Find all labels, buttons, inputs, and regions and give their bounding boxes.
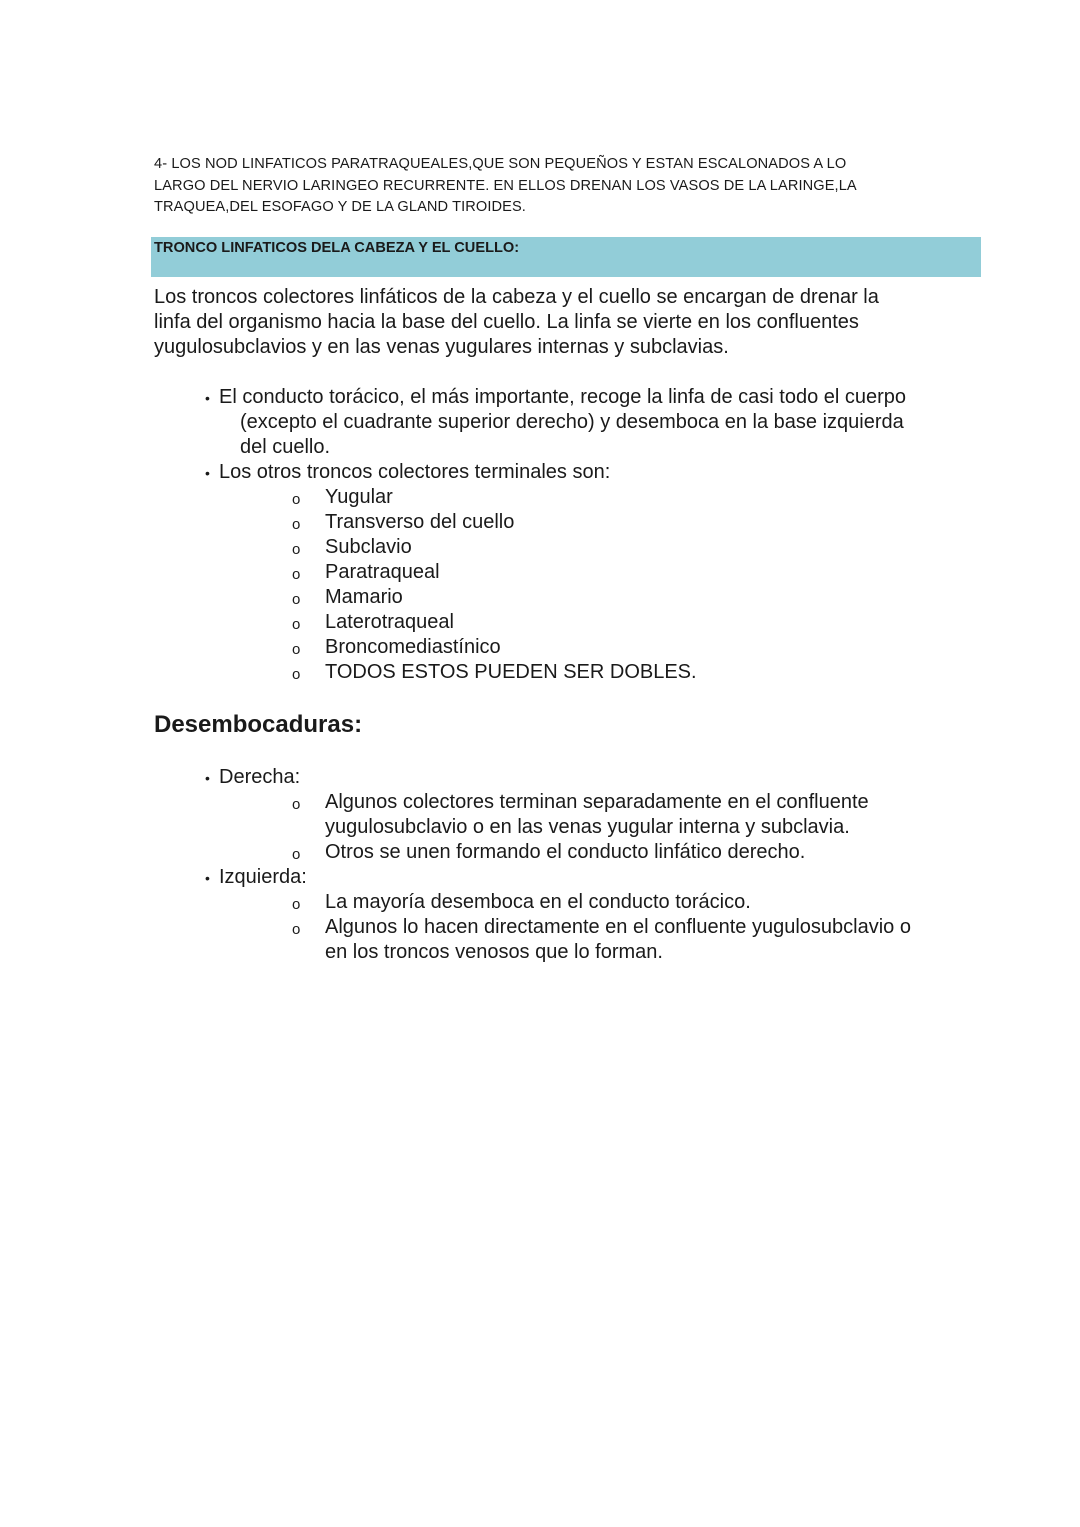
sub-list-item: Laterotraqueal bbox=[325, 611, 454, 633]
sub-list-item: La mayoría desemboca en el conducto torácico. bbox=[325, 891, 751, 913]
list-item-conducto-toracico: El conducto torácico, el más importante, recoge la linfa de casi todo el cuerpo bbox=[219, 386, 907, 408]
circle-marker: o bbox=[292, 846, 301, 863]
bullet-marker: • bbox=[205, 870, 210, 886]
circle-marker: o bbox=[292, 641, 301, 658]
circle-marker: o bbox=[292, 796, 301, 813]
circle-marker: o bbox=[292, 541, 301, 558]
paragraph-line: Los troncos colectores linfáticos de la cabeza y el cuello se encargan de drenar la bbox=[154, 286, 879, 308]
circle-marker: o bbox=[292, 591, 301, 608]
sub-list-item-continuation: yugulosubclavio o en las venas yugular interna y subclavia. bbox=[325, 816, 850, 838]
circle-marker: o bbox=[292, 566, 301, 583]
body-paragraph bbox=[154, 285, 984, 360]
list-item-otros-troncos: Los otros troncos colectores terminales son: bbox=[219, 461, 611, 483]
sub-list-item: Transverso del cuello bbox=[325, 511, 515, 533]
circle-marker: o bbox=[292, 491, 301, 508]
section-title: TRONCO LINFATICOS DELA CABEZA Y EL CUELLO: bbox=[154, 240, 520, 256]
sub-list-item: Algunos lo hacen directamente en el confluente yugulosubclavio o bbox=[325, 916, 911, 938]
list-item-izquierda: Izquierda: bbox=[219, 866, 307, 888]
section-heading: Desembocaduras: bbox=[154, 711, 363, 738]
circle-marker: o bbox=[292, 921, 301, 938]
sub-list-item: Yugular bbox=[325, 486, 393, 508]
intro-line: TRAQUEA,DEL ESOFAGO Y DE LA GLAND TIROIDES. bbox=[154, 199, 526, 215]
list-item-continuation: del cuello. bbox=[240, 436, 331, 458]
sub-list-item: Otros se unen formando el conducto linfático derecho. bbox=[325, 841, 806, 863]
sub-list-item: Broncomediastínico bbox=[325, 636, 501, 658]
paragraph-line: yugulosubclavios y en las venas yugulares internas y subclavias. bbox=[154, 336, 729, 358]
intro-paragraph bbox=[154, 154, 954, 219]
section-header-band bbox=[151, 237, 981, 277]
list-item-continuation: (excepto el cuadrante superior derecho) y desemboca en la base izquierda bbox=[240, 411, 904, 433]
list-item-derecha: Derecha: bbox=[219, 766, 301, 788]
bullet-marker: • bbox=[205, 770, 210, 786]
sub-list-item-continuation: en los troncos venosos que lo forman. bbox=[325, 941, 663, 963]
bullet-marker: • bbox=[205, 390, 210, 406]
circle-marker: o bbox=[292, 616, 301, 633]
circle-marker: o bbox=[292, 666, 301, 683]
bullet-marker: • bbox=[205, 465, 210, 481]
intro-line: LARGO DEL NERVIO LARINGEO RECURRENTE. EN ELLOS DRENAN LOS VASOS DE LA LARINGE,LA bbox=[154, 177, 857, 194]
sub-list-item: Paratraqueal bbox=[325, 561, 440, 583]
paragraph-line: linfa del organismo hacia la base del cuello. La linfa se vierte en los confluentes bbox=[154, 311, 859, 333]
sub-list-item: Subclavio bbox=[325, 536, 412, 558]
sub-list-item: TODOS ESTOS PUEDEN SER DOBLES. bbox=[325, 661, 697, 683]
circle-marker: o bbox=[292, 896, 301, 913]
circle-marker: o bbox=[292, 516, 301, 533]
sub-list-item: Algunos colectores terminan separadamente en el confluente bbox=[325, 791, 869, 813]
sub-list-item: Mamario bbox=[325, 586, 403, 608]
intro-line: 4- LOS NOD LINFATICOS PARATRAQUEALES,QUE SON PEQUEÑOS Y ESTAN ESCALONADOS A LO bbox=[154, 156, 847, 172]
